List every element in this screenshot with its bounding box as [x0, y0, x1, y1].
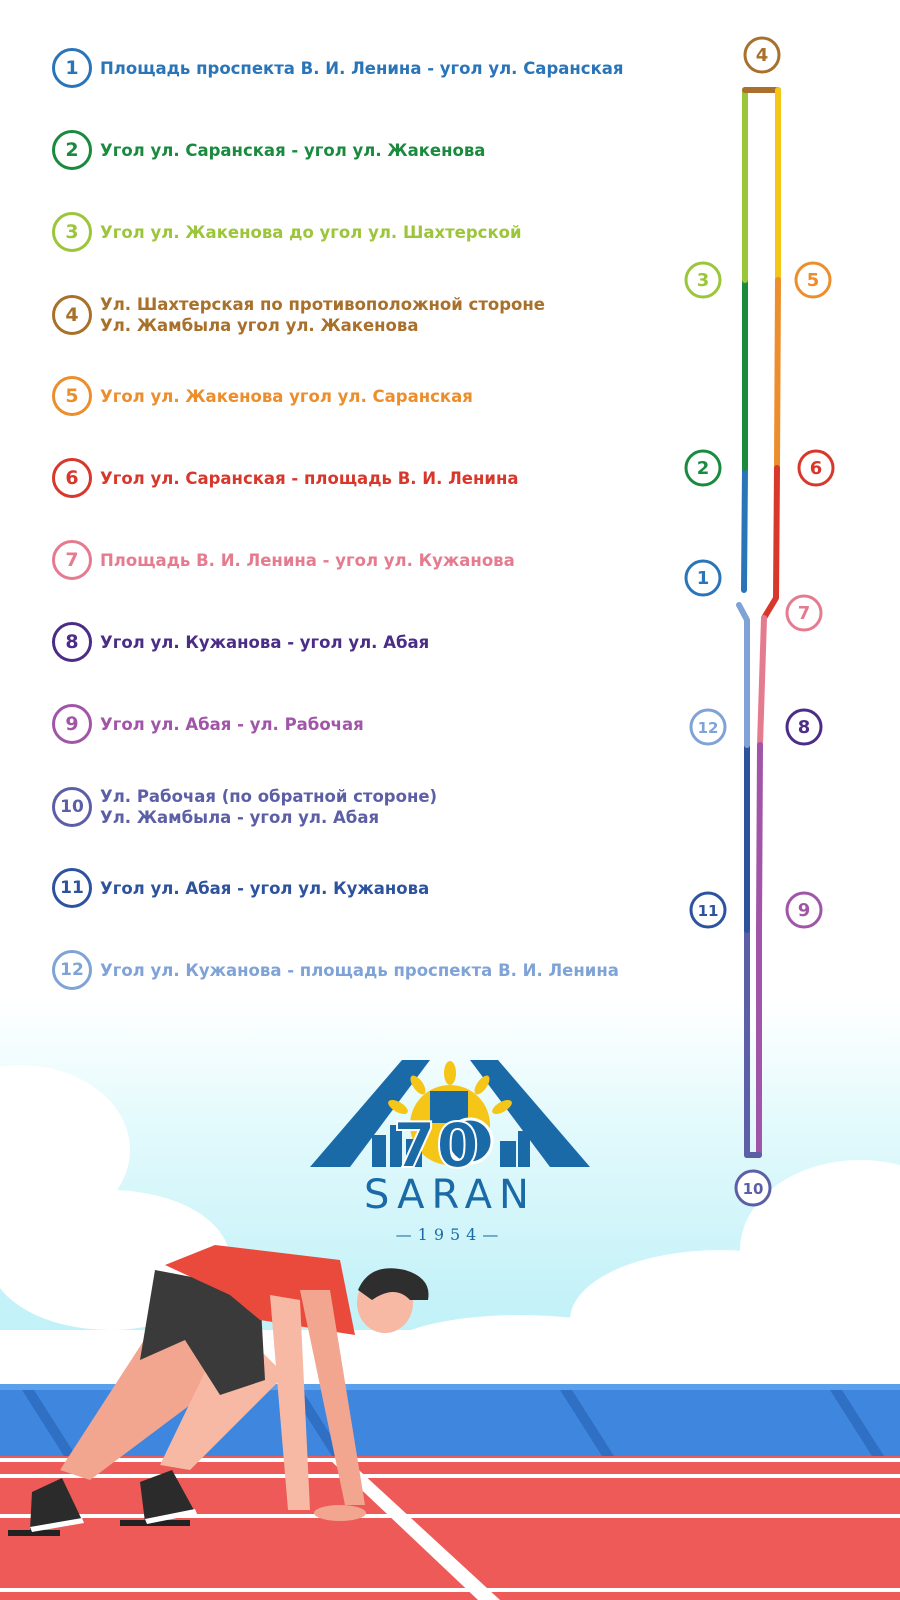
- logo-emblem: [310, 1055, 590, 1170]
- legend-number-4: 4: [52, 295, 92, 335]
- legend-item-12: [52, 950, 619, 990]
- saran-70-logo: [310, 1055, 590, 1255]
- legend-item-4: [52, 294, 545, 336]
- legend-line: Угол ул. Кужанова - угол ул. Абая: [100, 632, 430, 652]
- legend-number-6: 6: [52, 458, 92, 498]
- track-line-4: [0, 1588, 900, 1592]
- legend-item-3: [52, 212, 522, 252]
- route-marker-3: [686, 263, 720, 297]
- route-marker-10: [736, 1171, 770, 1205]
- route-marker-number: 3: [696, 270, 710, 291]
- legend-line: Угол ул. Саранская - угол ул. Жакенова: [100, 140, 486, 160]
- legend-line: Угол ул. Жакенова угол ул. Саранская: [100, 386, 473, 406]
- route-legend: [0, 0, 660, 1000]
- route-marker-number: 8: [797, 717, 811, 738]
- route-marker-12: [691, 710, 725, 744]
- legend-line: Ул. Жамбыла угол ул. Жакенова: [100, 316, 419, 335]
- route-marker-6: [799, 451, 833, 485]
- legend-label-11: [100, 878, 429, 899]
- legend-label-12: [100, 960, 619, 981]
- legend-label-3: [100, 222, 522, 243]
- logo-year: —1954—: [395, 1225, 505, 1244]
- route-marker-number: 12: [697, 719, 719, 737]
- sprinter-hand: [314, 1505, 366, 1521]
- route-marker-number: 4: [755, 45, 769, 66]
- legend-number-5: 5: [52, 376, 92, 416]
- legend-line: Площадь проспекта В. И. Ленина - угол ул. Саранская: [100, 58, 624, 78]
- legend-line: Угол ул. Абая - ул. Рабочая: [100, 714, 364, 734]
- route-marker-4: [745, 38, 779, 72]
- legend-number-2: 2: [52, 130, 92, 170]
- legend-number-11: 11: [52, 868, 92, 908]
- track-line-3: [0, 1514, 900, 1518]
- legend-label-6: [100, 468, 519, 489]
- legend-item-11: [52, 868, 429, 908]
- track-line-1: [0, 1458, 900, 1462]
- legend-number-1: 1: [52, 48, 92, 88]
- legend-line: Угол ул. Саранская - площадь В. И. Ленина: [100, 468, 519, 488]
- route-marker-number: 1: [696, 568, 710, 589]
- legend-item-10: [52, 786, 437, 828]
- legend-number-12: 12: [52, 950, 92, 990]
- legend-line: Площадь В. И. Ленина - угол ул. Кужанова: [100, 550, 515, 570]
- legend-line: Угол ул. Абая - угол ул. Кужанова: [100, 878, 430, 898]
- legend-item-7: [52, 540, 515, 580]
- route-marker-8: [787, 710, 821, 744]
- legend-label-8: [100, 632, 429, 653]
- route-segment-1: [744, 468, 745, 590]
- legend-line: Угол ул. Жакенова до угол ул. Шахтерской: [100, 222, 522, 242]
- legend-line: Ул. Рабочая (по обратной стороне): [100, 787, 438, 806]
- legend-label-2: [100, 140, 485, 161]
- route-segment-8: [759, 745, 760, 930]
- legend-label-4: [100, 294, 545, 336]
- route-marker-number: 9: [797, 900, 811, 921]
- route-marker-1: [686, 561, 720, 595]
- route-map: [739, 90, 778, 1155]
- legend-number-8: 8: [52, 622, 92, 662]
- route-marker-number: 10: [742, 1180, 764, 1198]
- route-marker-11: [691, 893, 725, 927]
- route-segment-6: [764, 468, 777, 618]
- route-marker-number: 2: [696, 458, 710, 479]
- route-marker-7: [787, 596, 821, 630]
- legend-line: Ул. Шахтерская по противоположной стороне: [100, 295, 545, 314]
- route-marker-2: [686, 451, 720, 485]
- route-marker-number: 11: [697, 902, 719, 920]
- running-track: [0, 1456, 900, 1600]
- legend-label-5: [100, 386, 473, 407]
- legend-line: Угол ул. Кужанова - площадь проспекта В. И. Ленина: [100, 960, 619, 980]
- legend-number-7: 7: [52, 540, 92, 580]
- legend-item-6: [52, 458, 519, 498]
- logo-wordmark: SARAN: [364, 1172, 536, 1218]
- route-marker-9: [787, 893, 821, 927]
- track-line-2: [0, 1474, 900, 1478]
- legend-number-9: 9: [52, 704, 92, 744]
- legend-number-3: 3: [52, 212, 92, 252]
- route-marker-5: [796, 263, 830, 297]
- route-marker-number: 6: [809, 458, 823, 479]
- legend-item-2: [52, 130, 485, 170]
- legend-line: Ул. Жамбыла - угол ул. Абая: [100, 808, 380, 827]
- legend-label-1: [100, 58, 624, 79]
- route-marker-number: 5: [806, 270, 820, 291]
- route-segment-7: [760, 618, 764, 745]
- legend-number-10: 10: [52, 787, 92, 827]
- legend-item-8: [52, 622, 429, 662]
- legend-item-9: [52, 704, 364, 744]
- logo-number: 70: [392, 1109, 480, 1170]
- legend-label-7: [100, 550, 515, 571]
- legend-label-10: [100, 786, 437, 828]
- legend-label-9: [100, 714, 364, 735]
- route-marker-number: 7: [797, 603, 811, 624]
- legend-item-1: [52, 48, 624, 88]
- route-segment-12: [739, 605, 747, 745]
- route-segment-5: [777, 280, 778, 468]
- legend-item-5: [52, 376, 473, 416]
